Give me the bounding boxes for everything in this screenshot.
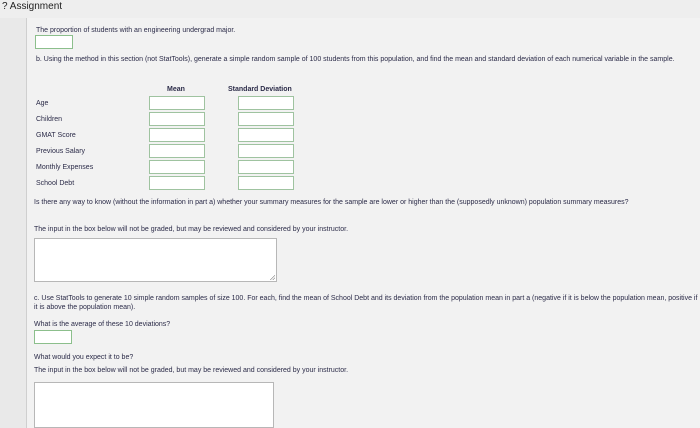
row-label-previous-salary: Previous Salary <box>36 148 86 155</box>
age-mean-input[interactable] <box>149 96 205 110</box>
part-c-response-textarea[interactable] <box>34 382 274 428</box>
resize-grip-icon[interactable] <box>270 275 275 280</box>
age-sd-input[interactable] <box>238 96 294 110</box>
part-c-prompt: c. Use StatTools to generate 10 simple random samples of size 100. For each, find the mean of School Debt and its deviation from the population mean in part a (negative if it is below the population mean, positive if it is above the population mean). <box>34 295 698 311</box>
previous-salary-mean-input[interactable] <box>149 144 205 158</box>
sd-column-header: Standard Deviation <box>228 86 292 93</box>
window-title: ? Assignment <box>0 0 700 18</box>
part-b-question: Is there any way to know (without the information in part a) whether your summary measures for the sample are lower or higher than the (supposedly unknown) population summary measures? <box>34 199 629 206</box>
row-label-children: Children <box>36 116 63 123</box>
engineering-proportion-input[interactable] <box>35 35 73 49</box>
part-b-response-textarea[interactable] <box>34 238 277 282</box>
intro-text: The proportion of students with an engineering undergrad major. <box>36 27 236 34</box>
part-c-note: The input in the box below will not be graded, but may be reviewed and considered by your instructor. <box>34 367 349 374</box>
previous-salary-sd-input[interactable] <box>238 144 294 158</box>
children-mean-input[interactable] <box>149 112 205 126</box>
mean-column-header: Mean <box>167 86 185 93</box>
monthly-expenses-sd-input[interactable] <box>238 160 294 174</box>
part-b-note: The input in the box below will not be graded, but may be reviewed and considered by your instructor. <box>34 226 349 233</box>
school-debt-mean-input[interactable] <box>149 176 205 190</box>
row-label-age: Age <box>36 100 49 107</box>
gmat-mean-input[interactable] <box>149 128 205 142</box>
gmat-sd-input[interactable] <box>238 128 294 142</box>
part-b-prompt: b. Using the method in this section (not StatTools), generate a simple random sample of 100 students from this population, and find the mean and standard deviation of each numerical variable in the sample. <box>36 56 675 63</box>
part-c-average-question: What is the average of these 10 deviations? <box>34 321 171 328</box>
row-label-monthly-expenses: Monthly Expenses <box>36 164 94 171</box>
row-label-gmat: GMAT Score <box>36 132 76 139</box>
average-deviation-input[interactable] <box>34 330 72 344</box>
assignment-panel <box>26 18 700 428</box>
monthly-expenses-mean-input[interactable] <box>149 160 205 174</box>
school-debt-sd-input[interactable] <box>238 176 294 190</box>
children-sd-input[interactable] <box>238 112 294 126</box>
row-label-school-debt: School Debt <box>36 180 75 187</box>
part-c-expect-question: What would you expect it to be? <box>34 354 134 361</box>
